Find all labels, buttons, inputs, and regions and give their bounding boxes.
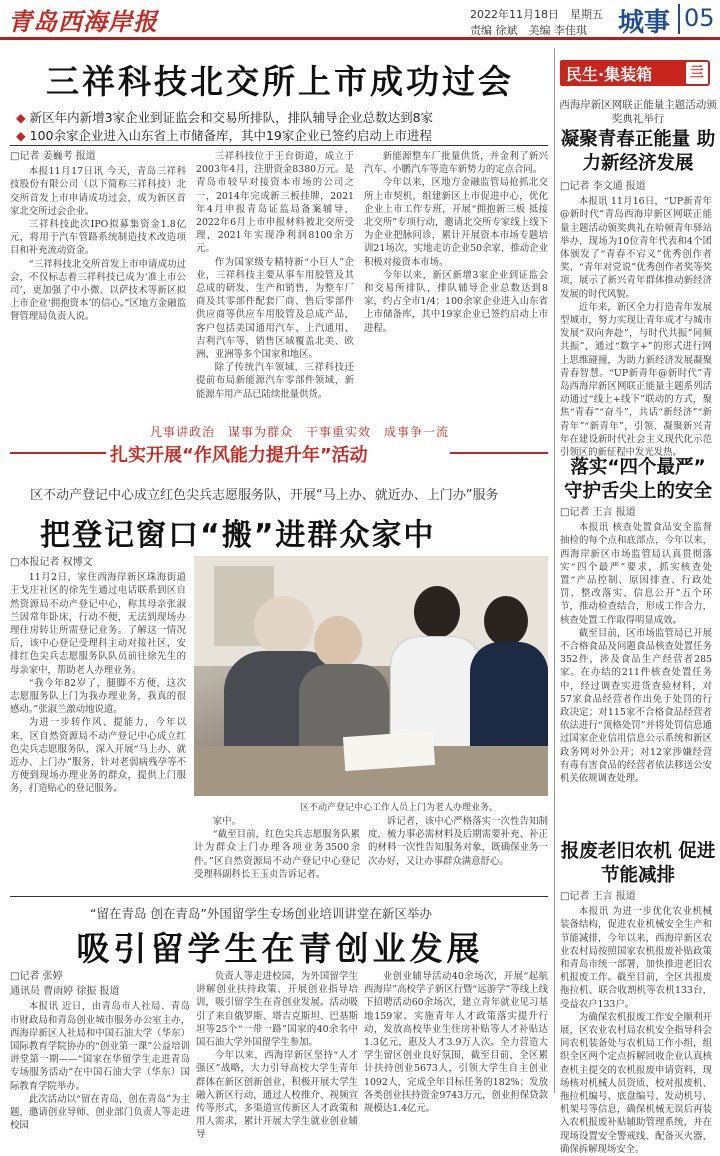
sidebar-story-1-headline: 凝聚青春正能量 助力新经济发展: [560, 129, 716, 174]
paragraph: 本报讯 核查处置食品安全监督抽检的每个点和底部点，今年以来，西海岸新区市场监管局认真贯彻落实“四个最严”要求，抓实核查处置“产品控制、原因排查、行政处罚、整改落实、信息公开”五个环节，推动检查结合，形成工作合力，核查处置工作取得明显成效。: [560, 522, 712, 626]
subhead-text: 100余家企业进入山东省上市储备库，其中19家企业已签约启动上市进程: [29, 128, 432, 143]
top-story-subhead-2: [16, 126, 432, 144]
service-photo: [194, 556, 548, 796]
container-icon: 亖: [684, 60, 710, 86]
top-story-column-2: [196, 150, 354, 400]
top-story-column-1: [10, 150, 186, 368]
sidebar-story-1-kicker: 西海岸新区网联正能量主题活动颁奖典礼举行: [559, 99, 717, 125]
paragraph: 本报讯 11月16日，“UP新青年@新时代”青岛西海岸新区网联正能量主题活动颁奖典礼在哈顿青年驿站举办，现场为10位青年代表和4个团体颁发了“青春不宕义”优秀创作者奖、“青年对党说”优秀创作者奖等奖项，展示了新兴青年群体推动新经济发展的时代风貌。: [560, 196, 712, 300]
sidebar-section-tag: 民生·集装箱: [560, 60, 700, 86]
paragraph: 为确保农机报废工作安全顺利开展，区农业农村局农机安全指导科会同农机装备处与农机局工作小组，组织全区两个定点拆解回收企业认真核查机主提交的农机报废申请资料，现场核对机械人员资质，校对报废机、拖拉机编号、底盘编号、发动机号、机架号等信息，确保机械无误后再装入农机报废补贴辅助管理系统，并在现场设置安全警戒线、配备灭火器，确保拆解现场安全。: [560, 1011, 712, 1155]
paragraph: 三祥科技位于王台街道，成立于2003年4月，注册资金8380万元。是青岛市较早对接资本市场的公司之一，2014年完成新三板挂牌，2021年4月申报青岛证监局备案辅导，2022年6月上市申报材料被北交所受理，2021年实现净利润8100余万元。: [196, 151, 354, 255]
photo-person-head: [484, 596, 528, 646]
paragraph: 近年来，新区全力打造青年发展型城市，努力实现让青年成才与城市发展“双向奔赴”，与时代共振”同频共振”，通过“数字+”的形式进行网上思维碰撞，为助力新经济发展凝聚青春智慧。“UP新青年@新时代”青岛西海岸新区网联正能量主题系列活动通过“线上+线下”联动的方式，聚焦“青春”“奋斗”，共话“新经济”“新青年”“新青年”，引领、凝聚新兴青年在建设新时代社会主义现代化示范引领区的新征程中发光发热。: [560, 301, 712, 459]
campaign-slogan: 凡事讲政治 谋事为群众 干事重实效 成事争一流: [150, 425, 450, 439]
paragraph: 诉记者，该中心严格落实一次性告知制度，梳力事必需材料及后期需要补充、补正的材料一次性告知服务对象，既确保业务一次办好，又让办事群众满意舒心。: [368, 816, 548, 867]
sidebar-story-2-headline: 落实“四个最严” 守护舌尖上的安全: [563, 457, 712, 502]
photo-person-head: [414, 586, 460, 638]
paragraph: “截至目前，红色尖兵志愿服务队累计为群众上门办理各项业务3500余件。”区自然资源局不动产登记中心登记受理科副科长王玉贞告诉记者。: [194, 829, 360, 880]
paragraph: “我今年82岁了，腿脚不方便，这次志愿服务队上门为我办理业务，我真的很感动。”张淑兰激动地说道。: [10, 677, 186, 716]
byline: □本报记者 权博文: [10, 557, 93, 568]
registration-story-column-3: [368, 815, 548, 887]
paragraph: 除了传统汽车领域，三祥科技还提前布局新能源汽车零部件领域，新能源车用产品已陆续批量供货。: [196, 362, 354, 400]
divider: [10, 896, 548, 897]
sidebar-story-3-headline: 报废老旧农机 促进节能减排: [560, 841, 716, 886]
decorative-rule: [10, 452, 106, 454]
paragraph: “三祥科技北交所首发上市申请成功过会，不仅标志着三祥科技已成为‘准上市公司’，更加强了中小微、以萨技术等新区拟上市企业‘拥抱资本’的信心。”区地方金融监督管理局负责人说。: [10, 258, 186, 323]
photo-documents: [343, 731, 435, 771]
bottom-story-column-1: [10, 970, 190, 1132]
diamond-bullet-icon: ◆: [16, 110, 26, 125]
byline: □记者 李文通 报道: [560, 181, 646, 192]
sidebar-story-3-body: [560, 890, 712, 1155]
paragraph: 本报讯 近日，由青岛市人社局、青岛市财政局和青岛创业城市服务办公室主办，西海岸新区人社局和中国石油大学（华东）国际教育学院协办的“创业第一课”公益培训讲堂第一期——“国家在华留学生走进青岛专场服务活动”在中国石油大学（华东）国际教育学院举办。: [10, 1001, 190, 1092]
decorative-rule: [450, 452, 548, 454]
sidebar-story-1-body: [560, 180, 712, 459]
photo-caption: 区不动产登记中心工作人员上门为老人办理业务。: [300, 803, 499, 813]
byline: 通讯员 曹雨婷 徐振 报道: [10, 986, 120, 998]
divider: [10, 145, 548, 146]
editors-line: 责编 徐斌 美编 李佳琪: [470, 24, 587, 37]
paragraph: 此次活动以“留在青岛，创在青岛”为主题，邀请创业导师、创业部门负责人等走进校园: [10, 1093, 190, 1132]
column-divider: [554, 48, 555, 1093]
paragraph: 业创业辅导活动40余场次，开展“起航西海岸”高校学子新区行暨“远游学”等线上线下招聘活动60余场次，建立青年就业见习基地159家。实施青年人才政策落实提升行动，发放高校毕业生住房补贴等人才补贴达1.3亿元，惠及人才3.9万人次。全力营造大学生留区创业良好氛围，截至目前，全区累计扶持创业5673人，引领大学生自主创业1092人，完成全年目标任务的182%；发放各类创业扶持资金9743万元，创业担保贷款规模达1.4亿元。: [364, 971, 548, 1115]
byline: □记者 姜巍考 报道: [10, 151, 96, 162]
paragraph: 为进一步转作风、提能力，今年以来，区自然资源局不动产登记中心成立红色尖兵志愿服务队，深入开展“马上办、就近办、上门办”服务，针对老弱病残孕等不方便到现场办理业务的群众，提供上门服务，打造贴心的登记服务。: [10, 717, 186, 795]
sidebar-story-2-body: [560, 506, 712, 826]
paragraph: 新能源整车厂批量供货，并金利了新兴汽车、小鹏汽车等造车新势力的定点合同。: [364, 151, 548, 176]
byline: □记者 张婷: [10, 971, 63, 982]
registration-story-headline: 把登记窗口“搬”进群众家中: [40, 518, 436, 553]
byline: □记者 王言 报道: [560, 507, 636, 518]
top-story-column-3: [364, 150, 548, 368]
paragraph: 负责人等走进校园，为外国留学生讲解创业扶持政策、开展创业指导培训，吸引留学生在青创业发展。活动吸引了来自俄罗斯、塔吉克斯坦、巴基斯坦等25个“一带一路”国家的40余名中国石油大学外国留学生参加。: [196, 971, 358, 1049]
byline: □记者 王言 报道: [560, 891, 636, 902]
paragraph: 作为国家级专精特新“小巨人”企业，三祥科技主要从事车用胶管及其总成的研发、生产和销售，为整车厂商及其零部件配套厂商、售后零部件供应商等供应车用胶管及总成产品，客户包括美国通用汽车、上汽通用、吉利汽车等，销售区域覆盖北美、欧洲、亚洲等多个国家和地区。: [196, 256, 354, 361]
bottom-story-kicker: “留在青岛 创在青岛”外国留学生专场创业培训讲堂在新区举办: [90, 906, 432, 921]
newspaper-logo: 青岛西海岸报: [8, 7, 158, 36]
top-story-subhead-1: [16, 108, 433, 126]
page-number: 05: [678, 4, 716, 34]
paragraph: 今年以来，区地方金融监管局抢抓北交所上市契机，组建新区上市促进中心，优化企业上市工作专班，开展“拥抱新三板 抵接北交所”专项行动，邀请北交所专家线上线下为企业把脉问诊，累计开展资本市场专题培训21场次，实地走访企业50余家，推动企业积极对接资本市场。: [364, 177, 548, 268]
subhead-text: 新区年内新增3家企业到证监会和交易所排队，排队辅导企业总数达到8家: [29, 110, 434, 125]
paragraph: 11月2日，家住西海岸新区珠海街道王戈庄社区的徐先生通过电话联系到区自然资源局不动产登记中心，称其母亲张淑兰因常年卧床，行动不便，无法到现场办理住房转让所需登记业务。了解这一情况后，该中心登记受理科主动对接社区，安排红色尖兵志愿服务队队员前往徐先生的母亲家中，帮助老人办理业务。: [10, 572, 186, 676]
bottom-story-headline: 吸引留学生在青创业发展: [76, 929, 484, 968]
issue-date: 2022年11月18日 星期五: [470, 8, 603, 21]
paragraph: 今年以来，西海岸新区坚持“人才强区”战略，大力引导高校大学生青年群体在新区创新创业，积极开展大学生融入新区行动，通过人校推介、视频宣传等形式，多渠道宣传新区人才政策和用人需求，累计开展大学生就业创业辅导: [196, 1050, 358, 1141]
campaign-title: 扎实开展“作风能力提升年”活动: [110, 445, 368, 466]
top-story-headline: 三祥科技北交所上市成功过会: [46, 62, 514, 101]
diamond-bullet-icon: ◆: [16, 128, 26, 143]
section-name: 城事: [618, 8, 671, 38]
paragraph: 本报11月17日讯 今天，青岛三祥科技股份有限公司（以下简称三祥科技）北交所首发上市申请成功过会，成为新区首家北交所过会企业。: [10, 166, 186, 217]
paragraph: 三祥科技此次IPO拟募集资金1.8亿元，将用于汽车管路系统制造技术改造项目和补充流动资金。: [10, 219, 186, 257]
bottom-story-column-2: [196, 970, 358, 1141]
registration-story-kicker: 区不动产登记中心成立红色尖兵志愿服务队，开展“马上办、就近办、上门办”服务: [30, 488, 499, 503]
paragraph: 家中。: [212, 816, 241, 827]
bottom-story-column-3: [364, 970, 548, 1115]
photo-person-head: [314, 616, 362, 668]
photo-person-head: [254, 596, 314, 656]
registration-story-column-2: [194, 815, 360, 887]
registration-story-column-1: [10, 556, 186, 846]
paragraph: 今年以来，新区新增3家企业到证监会和交易所排队，排队辅导企业总数达到8家，约占全市1/4；100余家企业进入山东省上市储备库，其中19家企业已签约启动上市进程。: [364, 269, 548, 334]
paragraph: 本报讯 为进一步优化农业机械装备结构，促进农业机械安全生产和节能减排，今年以来，西海岸新区农业农村局按照国家农机报废补贴政策和青岛市统一部署，加快推进老旧农机报废工作。截至目前，全区共报废拖拉机、联合收割机等农机133台，受益农户133户。: [560, 906, 712, 1010]
paragraph: 截至目前，区市场监管局已开展不合格食品及问题食品核查处置任务352件，涉及食品生产经营者285家。在办结的211件核查处置任务中，经过调查实进货查验材料，对57家食品经营者作出免于处罚的行政决定；对115家不合格食品经营者依法进行“顶格处罚”并将处罚信息通过国家企业信用信息公示系统和新区政务网对外公开；对12家涉嫌经营有毒有害食品的经营者依法移送公安机关依规调查处理。: [560, 627, 712, 785]
